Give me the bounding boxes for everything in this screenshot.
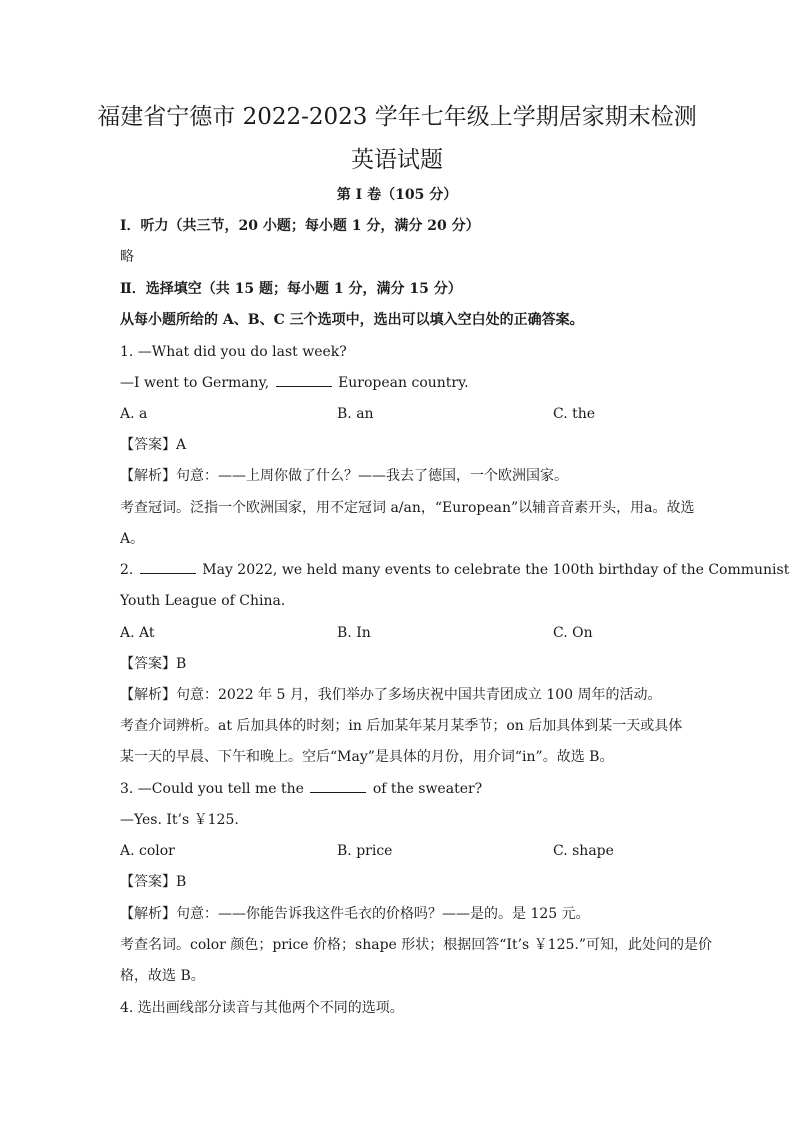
question-1-answer: 【答案】A	[120, 437, 187, 453]
option-b: B. an	[337, 406, 374, 422]
option-b: B. In	[337, 625, 371, 641]
volume-label: 第 I 卷（105 分）	[336, 187, 458, 203]
answer-blank	[276, 372, 332, 387]
question-4-line1: 4. 选出画线部分读音与其他两个不同的选项。	[120, 1000, 404, 1016]
section1-heading: Ⅰ．听力（共三节，20 小题；每小题 1 分，满分 20 分）	[120, 218, 480, 234]
question-1-line2	[120, 372, 469, 394]
q3-text-post: of the sweater?	[372, 781, 483, 797]
exam-title: 福建省宁德市 2022-2023 学年七年级上学期居家期末检测	[97, 104, 697, 130]
question-2-line1	[120, 559, 789, 581]
question-3-line2: —Yes. It’s ￥125.	[120, 812, 239, 828]
question-1-analysis-2: 考查冠词。泛指一个欧洲国家，用不定冠词 a/an，“European”以辅音音素开头，用a。故选	[120, 500, 695, 516]
question-2-analysis-1: 【解析】句意：2022 年 5 月，我们举办了多场庆祝中国共青团成立 100 周年的活动。	[120, 687, 662, 703]
section1-note: 略	[120, 249, 134, 265]
question-2-analysis-3: 某一天的早晨、下午和晚上。空后“May”是具体的月份，用介词“in”。故选 B。	[120, 749, 614, 765]
question-2-answer: 【答案】B	[120, 656, 187, 672]
answer-blank	[140, 559, 196, 574]
question-1-analysis-3: A。	[120, 531, 145, 547]
question-2-line2: Youth League of China.	[120, 593, 286, 609]
q1-text-pre: —I went to Germany,	[120, 375, 270, 391]
q1-text-post: European country.	[338, 375, 469, 391]
section2-heading: Ⅱ．选择填空（共 15 题；每小题 1 分，满分 15 分）	[120, 281, 462, 297]
q2-number: 2.	[120, 562, 134, 578]
option-b: B. price	[337, 843, 393, 859]
question-1-line1: 1. —What did you do last week?	[120, 344, 347, 360]
question-2-analysis-2: 考查介词辨析。at 后加具体的时刻；in 后加某年某月某季节；on 后加具体到某一天或具体	[120, 718, 683, 734]
option-c: C. the	[553, 406, 596, 422]
question-1-analysis-1: 【解析】句意：——上周你做了什么？——我去了德国，一个欧洲国家。	[120, 468, 568, 484]
question-3-analysis-2: 考查名词。color 颜色；price 价格；shape 形状；根据回答“It’s ￥125.”可知，此处问的是价	[120, 937, 712, 953]
section2-instruction: 从每小题所给的 A、B、C 三个选项中，选出可以填入空白处的正确答案。	[120, 312, 584, 328]
option-c: C. shape	[553, 843, 614, 859]
option-a: A. a	[120, 406, 148, 422]
question-3-analysis-1: 【解析】句意：——你能告诉我这件毛衣的价格吗？——是的。是 125 元。	[120, 906, 590, 922]
q3-text-pre: 3. —Could you tell me the	[120, 781, 304, 797]
question-3-analysis-3: 格，故选 B。	[120, 968, 205, 984]
q2-text-post: May 2022, we held many events to celebrate the 100th birthday of the Communist	[202, 562, 790, 578]
option-c: C. On	[553, 625, 593, 641]
question-3-answer: 【答案】B	[120, 874, 187, 890]
answer-blank	[310, 778, 366, 793]
exam-subtitle: 英语试题	[351, 147, 443, 173]
option-a: A. color	[120, 843, 175, 859]
question-3-line1	[120, 778, 482, 800]
option-a: A. At	[120, 625, 155, 641]
